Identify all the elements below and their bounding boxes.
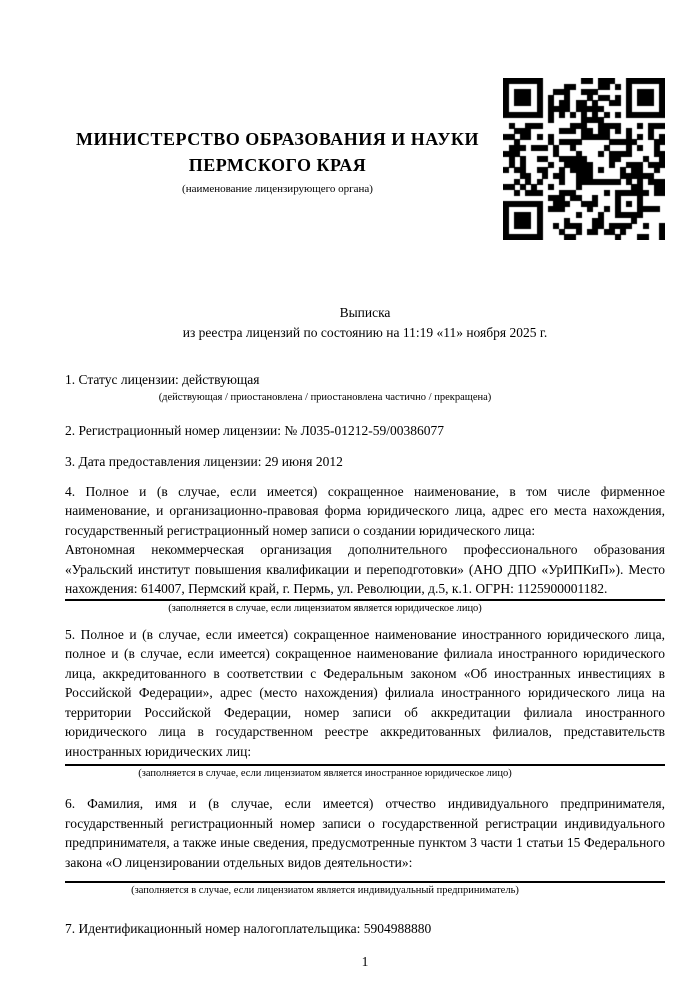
document-title-line2: из реестра лицензий по состоянию на 11:19 «11» ноября 2025 г. bbox=[182, 324, 548, 340]
item-registration-number bbox=[65, 421, 665, 441]
legal-entity-label: 4. Полное и (в случае, если имеется) сокращенное наименование, в том числе фирменное наименование, и организационно-правовая форма юридического лица, адрес его места нахождения, государственный регистрационный номер записи о создании юридического лица: bbox=[65, 483, 665, 538]
page-number: 1 bbox=[361, 953, 369, 969]
item-license-date bbox=[65, 452, 665, 472]
taxpayer-number-text: 7. Идентификационный номер налогоплательщика: 5904988880 bbox=[65, 921, 432, 936]
license-status-caption: (действующая / приостановлена / приостановлена частично / прекращена) bbox=[158, 391, 492, 403]
authority-caption: (наименование лицензирующего органа) bbox=[182, 183, 373, 195]
license-status-text: 1. Статус лицензии: действующая bbox=[65, 372, 260, 387]
license-date-text: 3. Дата предоставления лицензии: 29 июня 2012 bbox=[65, 454, 343, 469]
document-title-line1: Выписка bbox=[339, 305, 391, 320]
item-license-status bbox=[65, 370, 665, 405]
document-title bbox=[65, 303, 665, 342]
foreign-entity-label: 5. Полное и (в случае, если имеется) сокращенное наименование иностранного юридического лица, полное и (в случае, если имеется) сокращенное наименование филиала иностранного юридического лица, аккредитованного в соответствии с Федеральным законом «Об иностранных инвестициях в Российской Федерации», адрес (место нахождения) филиала иностранного юридического лица на территории Российской Федерации, номер записи об аккредитации филиала иностранного юридического лица в государственном реестре аккредитованных филиалов, представительств иностранных юридических лиц: bbox=[65, 626, 665, 759]
entrepreneur-label: 6. Фамилия, имя и (в случае, если имеется) отчество индивидуального предпринимателя, государственный регистрационный номер записи о государственной регистрации индивидуального предпринимателя, а также иные сведения, предусмотренные пунктом 3 части 1 статьи 15 Федерального закона «О лицензировании отдельных видов деятельности»: bbox=[65, 796, 665, 870]
item-taxpayer-number bbox=[65, 919, 665, 939]
ministry-name-line2: ПЕРМСКОГО КРАЯ bbox=[188, 155, 367, 175]
registration-number-text: 2. Регистрационный номер лицензии: № Л035-01212-59/00386077 bbox=[65, 422, 445, 438]
legal-entity-value: Автономная некоммерческая организация дополнительного профессионального образования «Уральский институт повышения квалификации и переподготовки» (АНО ДПО «УрИПКиП»). Место нахождения: 614007, Пермский край, г. Пермь, ул. Революции, д.5, к.1. ОГРН: 1125900001182. bbox=[65, 540, 665, 601]
qr-code bbox=[503, 78, 665, 240]
licensing-authority bbox=[65, 78, 490, 196]
item-individual-entrepreneur bbox=[65, 794, 665, 898]
legal-entity-caption: (заполняется в случае, если лицензиатом является юридическое лицо) bbox=[168, 602, 482, 614]
ministry-name-line1: МИНИСТЕРСТВО ОБРАЗОВАНИЯ И НАУКИ bbox=[76, 129, 479, 149]
entrepreneur-fill-line bbox=[65, 872, 665, 883]
entrepreneur-caption: (заполняется в случае, если лицензиатом является индивидуальный предприниматель) bbox=[131, 885, 519, 896]
foreign-entity-caption: (заполняется в случае, если лицензиатом является иностранное юридическое лицо) bbox=[138, 768, 512, 779]
item-foreign-entity bbox=[65, 625, 665, 782]
document-header bbox=[65, 0, 665, 240]
item-legal-entity bbox=[65, 482, 665, 616]
